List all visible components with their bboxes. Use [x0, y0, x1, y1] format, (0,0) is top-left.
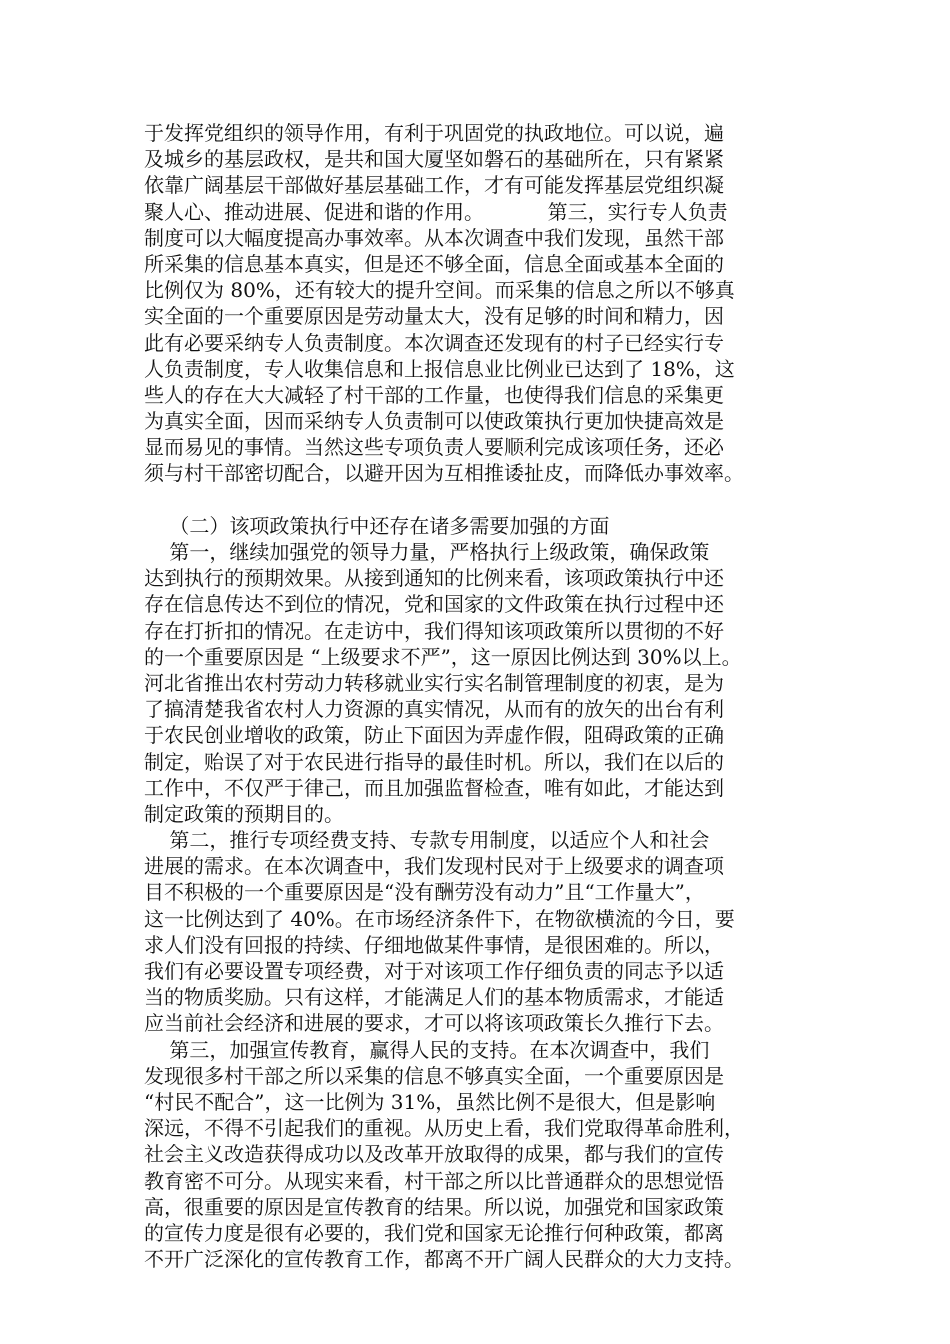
- text-line: 显而易见的事情。当然这些专项负责人要顺利完成该项任务，还必: [144, 435, 724, 460]
- text-line: 我们有必要设置专项经费，对于对该项工作仔细负责的同志予以适: [144, 959, 724, 983]
- text-line: 求人们没有回报的持续、仔细地做某件事情，是很困难的。所以，: [144, 932, 724, 957]
- text-line: 深远，不得不引起我们的重视。从历史上看，我们党取得革命胜利，: [144, 1116, 744, 1141]
- text-line: 于发挥党组织的领导作用，有利于巩固党的执政地位。可以说，遍: [144, 121, 724, 145]
- text-line: “村民不配合”，这一比例为 31%，虽然比例不是很大，但是影响: [144, 1089, 716, 1114]
- text-line: 发现很多村干部之所以采集的信息不够真实全面，一个重要原因是: [144, 1063, 724, 1088]
- text-line: 所采集的信息基本真实，但是还不够全面，信息全面或基本全面的: [144, 251, 724, 276]
- text-line: 聚人心、推动进展、促进和谐的作用。 第三，实行专人负责: [144, 199, 728, 224]
- text-line: 进展的需求。在本次调查中，我们发现村民对于上级要求的调查项: [144, 854, 724, 879]
- text-line: 当的物质奖励。只有这样，才能满足人们的基本物质需求，才能适: [144, 985, 724, 1010]
- text-line: 第一，继续加强党的领导力量，严格执行上级政策，确保政策: [144, 540, 710, 564]
- text-line: 为真实全面，因而采纳专人负责制可以使政策执行更加快捷高效是: [144, 409, 724, 434]
- text-line: 的一个重要原因是 “上级要求不严”，这一原因比例达到 30%以上。: [144, 644, 742, 669]
- text-line: 制度可以大幅度提高办事效率。从本次调查中我们发现，虽然干部: [144, 225, 724, 250]
- text-line: 比例仅为 80%，还有较大的提升空间。而采集的信息之所以不够真: [144, 278, 735, 303]
- text-line: 须与村干部密切配合，以避开因为互相推诿扯皮，而降低办事效率。: [144, 461, 744, 486]
- text-line: 高，很重要的原因是宣传教育的结果。所以说，加强党和国家政策: [144, 1194, 724, 1219]
- document-body: [144, 120, 814, 1272]
- text-line: 些人的存在大大减轻了村干部的工作量，也使得我们信息的采集更: [144, 382, 724, 407]
- text-line: 应当前社会经济和进展的要求，才可以将该项政策长久推行下去。: [144, 1011, 724, 1036]
- text-line: 制定政策的预期目的。: [144, 801, 344, 826]
- text-line: 第三，加强宣传教育，赢得人民的支持。在本次调查中，我们: [144, 1037, 710, 1062]
- text-line: 于农民创业增收的政策，防止下面因为弄虚作假，阻碍政策的正确: [144, 723, 724, 748]
- text-line: （二）该项政策执行中还存在诸多需要加强的方面: [144, 513, 610, 538]
- text-line: 达到执行的预期效果。从接到通知的比例来看，该项政策执行中还: [144, 566, 724, 591]
- text-line: 依靠广阔基层干部做好基层基础工作，才有可能发挥基层党组织凝: [144, 173, 724, 198]
- text-line: 的宣传力度是很有必要的，我们党和国家无论推行何种政策，都离: [144, 1220, 724, 1245]
- text-line: 制定，贻误了对于农民进行指导的最佳时机。所以，我们在以后的: [144, 749, 724, 774]
- text-line: 及城乡的基层政权，是共和国大厦坚如磐石的基础所在，只有紧紧: [144, 147, 724, 172]
- text-line: 此有必要采纳专人负责制度。本次调查还发现有的村子已经实行专: [144, 330, 724, 355]
- text-line: 实全面的一个重要原因是劳动量太大，没有足够的时间和精力，因: [144, 304, 724, 329]
- text-line: 目不积极的一个重要原因是“没有酬劳没有动力”且“工作量大”，: [144, 880, 705, 905]
- text-line: 不开广泛深化的宣传教育工作，都离不开广阔人民群众的大力支持。: [144, 1247, 744, 1272]
- text-line: 第二，推行专项经费支持、专款专用制度，以适应个人和社会: [144, 828, 710, 853]
- text-line: 工作中，不仅严于律己，而且加强监督检查，唯有如此，才能达到: [144, 775, 724, 800]
- text-line: 这一比例达到了 40%。在市场经济条件下，在物欲横流的今日，要: [144, 906, 735, 931]
- text-line: 人负责制度，专人收集信息和上报信息业比例业已达到了 18%，这: [144, 356, 735, 381]
- text-line: 教育密不可分。从现实来看，村干部之所以比普通群众的思想觉悟: [144, 1168, 724, 1193]
- text-line: 存在打折扣的情况。在走访中，我们得知该项政策所以贯彻的不好: [144, 618, 724, 643]
- text-line: 社会主义改造获得成功以及改革开放取得的成果，都与我们的宣传: [144, 1142, 724, 1167]
- paragraph-gap: [144, 487, 814, 513]
- text-line: 河北省推出农村劳动力转移就业实行实名制管理制度的初衷，是为: [144, 670, 724, 695]
- text-line: 存在信息传达不到位的情况，党和国家的文件政策在执行过程中还: [144, 592, 724, 617]
- text-line: 了搞清楚我省农村人力资源的真实情况，从而有的放矢的出台有利: [144, 697, 724, 722]
